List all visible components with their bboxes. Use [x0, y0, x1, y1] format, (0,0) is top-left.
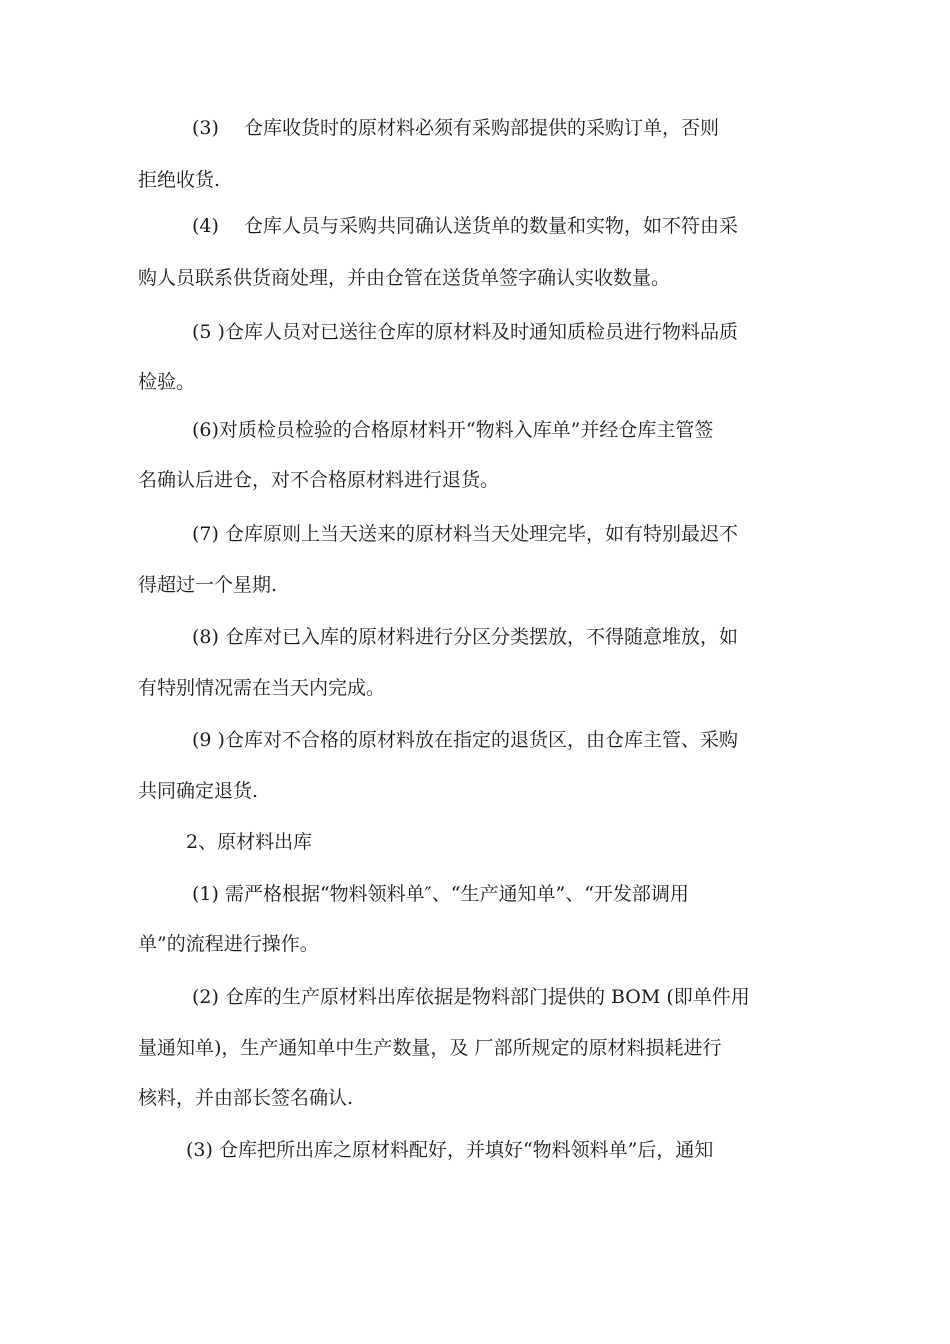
outbound-paragraph-2-line-2: 量通知单)，生产通知单中生产数量，及 厂部所规定的原材料损耗进行 [138, 1037, 722, 1059]
paragraph-3-line-1: (3) 仓库收货时的原材料必须有采购部提供的采购订单，否则 [192, 117, 719, 139]
paragraph-4-line-2: 购人员联系供货商处理，并由仓管在送货单签字确认实收数量。 [138, 267, 671, 289]
paragraph-4-line-1: (4) 仓库人员与采购共同确认送货单的数量和实物，如不符由采 [192, 215, 738, 237]
outbound-paragraph-1-line-1: (1) 需严格根据“物料领料单″、“生产通知单”、“开发部调用 [192, 883, 689, 905]
paragraph-7-line-2: 得超过一个星期. [138, 574, 278, 596]
section-heading: 2、原材料出库 [186, 831, 313, 853]
paragraph-6-line-2: 名确认后进仓，对不合格原材料进行退货。 [138, 469, 500, 491]
outbound-paragraph-1-line-2: 单”的流程进行操作。 [138, 933, 319, 955]
paragraph-3-line-2: 拒绝收货. [138, 169, 221, 191]
paragraph-8-line-2: 有特别情况需在当天内完成。 [138, 677, 386, 699]
paragraph-5-line-2: 检验。 [138, 371, 196, 393]
outbound-paragraph-2-line-3: 核料，并由部长签名确认. [138, 1087, 354, 1109]
outbound-paragraph-3-line-1: (3) 仓库把所出库之原材料配好，并填好“物料领料单”后，通知 [186, 1139, 714, 1161]
outbound-paragraph-2-line-1: (2) 仓库的生产原材料出库依据是物料部门提供的 BOM (即单件用 [192, 986, 750, 1008]
paragraph-5-line-1: (5 )仓库人员对已送往仓库的原材料及时通知质检员进行物料品质 [192, 321, 738, 343]
paragraph-7-line-1: (7) 仓库原则上当天送来的原材料当天处理完毕，如有特别最迟不 [192, 523, 738, 545]
paragraph-8-line-1: (8) 仓库对已入库的原材料进行分区分类摆放，不得随意堆放，如 [192, 626, 738, 648]
paragraph-6-line-1: (6)对质检员检验的合格原材料开“物料入库单”并经仓库主管签 [192, 419, 714, 441]
paragraph-9-line-1: (9 )仓库对不合格的原材料放在指定的退货区，由仓库主管、采购 [192, 729, 738, 751]
paragraph-9-line-2: 共同确定退货. [138, 780, 259, 802]
